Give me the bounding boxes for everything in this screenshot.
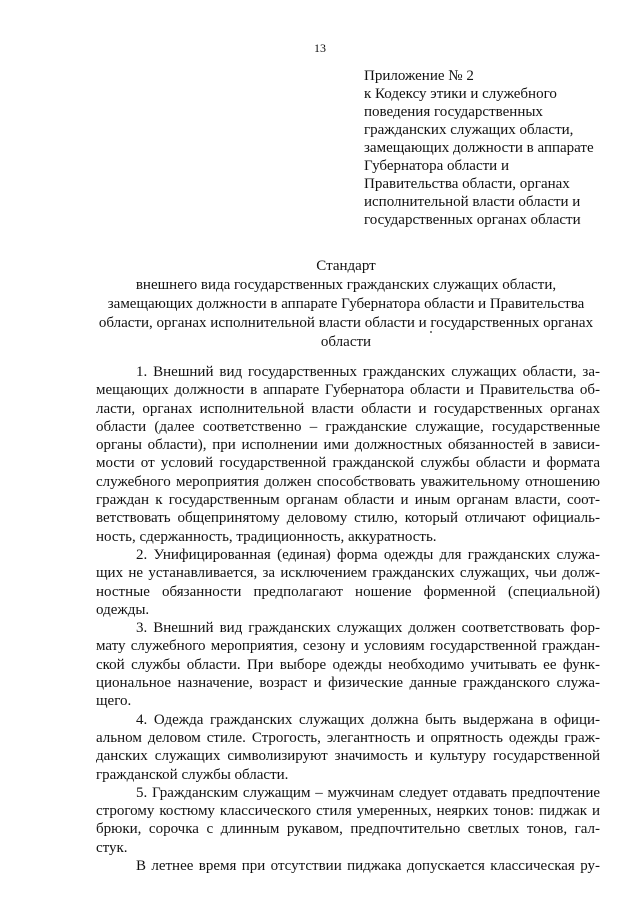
body-line: органы области), при исполнении ими должностных обязанностей в зависи- (96, 437, 600, 454)
body-line: брюки, сорочка с длинным рукавом, предпочтительно светлых тонов, гал- (96, 821, 600, 838)
body-line: 2. Унифицированная (единая) форма одежды для гражданских служа- (136, 546, 600, 563)
appendix-line: поведения государственных (364, 104, 543, 120)
body-line: щего. (96, 693, 132, 710)
body-line: 3. Внешний вид гражданских служащих должен соответствовать фор- (136, 620, 600, 637)
scan-speck (430, 331, 432, 333)
body-line: данских служащих символизируют значимость и культуру государственной (96, 748, 600, 765)
title-line: Стандарт (316, 258, 376, 274)
title-line: области (320, 334, 372, 350)
body-line: гражданской службы области. (96, 766, 289, 783)
body-line: ветствовать общепринятому деловому стилю, который отличают официаль- (96, 510, 600, 527)
body-line: ность, сдержанность, традиционность, аккуратность. (96, 528, 437, 545)
body-line: стук. (96, 839, 128, 856)
body-line: граждан к государственным органам области и иным органам власти, соот- (96, 492, 600, 509)
body-line: служебного мероприятия должен способствовать уважительному отношению (96, 473, 600, 490)
body-line: 5. Гражданским служащим – мужчинам следует отдавать предпочтение (136, 784, 600, 801)
appendix-line: Губернатора области и (364, 158, 509, 174)
body-line: мату служебного мероприятия, сезону и условиям государственной граждан- (96, 638, 600, 655)
page-number: 13 (314, 41, 326, 55)
body-line: 4. Одежда гражданских служащих должна быть выдержана в офици- (136, 711, 600, 728)
body-line: ской службы области. При выборе одежды необходимо учитывать ее функ- (96, 656, 600, 673)
body-line: мости от условий государственной гражданской службы области и формата (96, 455, 600, 472)
appendix-header (364, 67, 614, 229)
body-line: 1. Внешний вид государственных гражданских служащих области, за- (136, 364, 600, 380)
appendix-line: исполнительной власти области и (364, 194, 581, 210)
title-line: внешнего вида государственных гражданских служащих области, (135, 277, 557, 293)
document-title (96, 257, 596, 352)
appendix-line: Приложение № 2 (364, 68, 474, 84)
appendix-line: государственных органах области (364, 212, 581, 228)
body-line: В летнее время при отсутствии пиджака допускается классическая ру- (136, 858, 600, 875)
body-line: циональное назначение, возраст и физические данные гражданского служа- (96, 675, 600, 692)
appendix-line: Правительства области, органах (364, 176, 570, 192)
appendix-line: замещающих должности в аппарате (364, 140, 594, 156)
body-line: альном деловом стиле. Строгость, элегантность и опрятность одежды граж- (96, 729, 600, 746)
appendix-line: к Кодексу этики и служебного (364, 86, 557, 102)
body-line: строгому костюму классического стиля умеренных, неярких тонов: пиджак и (96, 803, 600, 820)
body-line: области (далее соответственно – гражданские служащие, государственные (96, 418, 600, 435)
document-body (96, 363, 600, 875)
body-line: ласти, органах исполнительной власти области и государственных органах (96, 400, 600, 417)
title-line: замещающих должности в аппарате Губернатора области и Правительства (107, 296, 585, 312)
body-line: одежды. (96, 601, 150, 618)
body-line: мещающих должности в аппарате Губернатора области и Правительства об- (96, 382, 600, 399)
title-line: области, органах исполнительной власти области и государственных органах (98, 315, 594, 331)
body-line: щих не устанавливается, за исключением гражданских служащих, чьи долж- (96, 565, 600, 582)
appendix-line: гражданских служащих области, (364, 122, 574, 138)
body-line: ностные обязанности предполагают ношение форменной (специальной) (96, 583, 600, 600)
